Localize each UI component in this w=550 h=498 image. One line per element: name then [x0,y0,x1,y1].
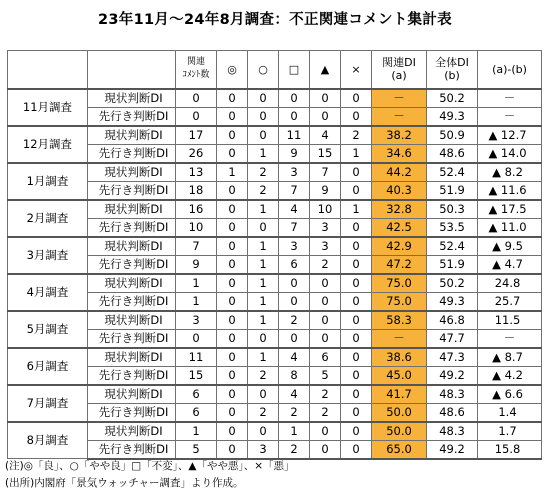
overall-di-cell: 53.5 [427,218,478,237]
rating-count-cell: 0 [248,329,279,348]
rating-count-cell: 0 [341,311,372,330]
comment-count-cell: 5 [176,440,217,459]
related-di-cell: 75.0 [372,292,427,311]
comment-count-cell: 17 [176,126,217,145]
rating-count-cell: 2 [279,311,310,330]
rating-count-cell: 1 [248,348,279,367]
rating-count-cell: 4 [279,348,310,367]
related-di-cell: 34.6 [372,144,427,163]
footnotes [5,458,295,492]
overall-di-cell: 50.2 [427,89,478,108]
di-kind-label: 先行き判断DI [88,366,176,385]
rating-count-cell: 0 [217,422,248,441]
comment-count-cell: 6 [176,403,217,422]
difference-cell: ▲ 11.0 [478,218,542,237]
comment-count-cell: 1 [176,292,217,311]
rating-count-cell: 0 [217,329,248,348]
rating-count-cell: 0 [248,107,279,126]
related-di-cell: 44.2 [372,163,427,182]
overall-di-cell: 50.3 [427,200,478,219]
rating-count-cell: 1 [341,200,372,219]
rating-count-cell: 7 [279,218,310,237]
comment-count-cell: 15 [176,366,217,385]
rating-count-cell: 0 [341,329,372,348]
difference-cell: ▲ 14.0 [478,144,542,163]
di-kind-label: 現状判断DI [88,274,176,293]
header-row [8,51,542,89]
table-row [8,422,542,441]
rating-count-cell: 0 [341,237,372,256]
related-di-cell: 47.2 [372,255,427,274]
rating-count-cell: 2 [310,255,341,274]
rating-count-cell: 1 [248,144,279,163]
rating-count-cell: 9 [310,181,341,200]
di-kind-label: 現状判断DI [88,200,176,219]
rating-count-cell: 0 [217,181,248,200]
rating-count-cell: 1 [248,274,279,293]
table-row [8,274,542,293]
rating-count-cell: 0 [341,348,372,367]
rating-count-cell: 0 [310,422,341,441]
rating-count-cell: 4 [279,200,310,219]
table-row [8,218,542,237]
rating-count-cell: 0 [248,422,279,441]
header-kind-blank [88,51,176,89]
rating-count-cell: 0 [341,218,372,237]
related-di-cell: 65.0 [372,440,427,459]
overall-di-cell: 50.2 [427,274,478,293]
rating-count-cell: 0 [341,255,372,274]
rating-count-cell: 1 [248,255,279,274]
overall-di-cell: 49.2 [427,366,478,385]
table-row [8,348,542,367]
rating-count-cell: 7 [310,163,341,182]
header-diff: (a)-(b) [478,51,542,89]
di-kind-label: 先行き判断DI [88,255,176,274]
difference-cell: ▲ 12.7 [478,126,542,145]
rating-count-cell: 0 [341,422,372,441]
di-kind-label: 現状判断DI [88,126,176,145]
rating-count-cell: 0 [217,385,248,404]
header-double-circle: ◎ [217,51,248,89]
comment-count-cell: 3 [176,311,217,330]
rating-count-cell: 5 [310,366,341,385]
rating-count-cell: 0 [341,181,372,200]
rating-count-cell: 7 [279,181,310,200]
di-kind-label: 現状判断DI [88,348,176,367]
rating-count-cell: 0 [310,107,341,126]
overall-di-cell: 51.9 [427,181,478,200]
related-di-cell: 75.0 [372,274,427,293]
rating-count-cell: 4 [279,385,310,404]
month-label: 11月調査 [8,89,88,126]
comment-count-cell: 18 [176,181,217,200]
month-label: 1月調査 [8,163,88,200]
table-row [8,237,542,256]
rating-count-cell: 2 [248,181,279,200]
rating-count-cell: 0 [217,107,248,126]
overall-di-cell: 47.7 [427,329,478,348]
difference-cell: ▲ 4.7 [478,255,542,274]
comment-summary-table [7,50,542,460]
rating-count-cell: 0 [341,292,372,311]
rating-count-cell: 3 [310,218,341,237]
overall-di-cell: 48.6 [427,403,478,422]
rating-count-cell: 1 [279,422,310,441]
difference-cell: ▲ 6.6 [478,385,542,404]
overall-di-cell: 50.9 [427,126,478,145]
rating-count-cell: 2 [248,163,279,182]
rating-count-cell: 0 [248,89,279,108]
header-cross: × [341,51,372,89]
rating-count-cell: 0 [217,403,248,422]
rating-count-cell: 6 [279,255,310,274]
rating-count-cell: 0 [217,274,248,293]
difference-cell: ▲ 9.5 [478,237,542,256]
related-di-cell: 50.0 [372,403,427,422]
difference-cell: ▲ 8.2 [478,163,542,182]
comment-count-cell: 9 [176,255,217,274]
rating-count-cell: 0 [279,292,310,311]
difference-cell: ▲ 17.5 [478,200,542,219]
month-label: 5月調査 [8,311,88,348]
comment-count-cell: 0 [176,107,217,126]
related-di-cell: 42.9 [372,237,427,256]
di-kind-label: 現状判断DI [88,89,176,108]
rating-count-cell: 0 [341,403,372,422]
rating-count-cell: 0 [341,274,372,293]
table-row [8,329,542,348]
related-di-cell: 38.2 [372,126,427,145]
rating-count-cell: 15 [310,144,341,163]
rating-count-cell: 0 [341,107,372,126]
related-di-cell: 41.7 [372,385,427,404]
comment-count-cell: 13 [176,163,217,182]
di-kind-label: 先行き判断DI [88,218,176,237]
di-kind-label: 先行き判断DI [88,329,176,348]
rating-count-cell: 0 [217,440,248,459]
difference-cell: － [478,329,542,348]
rating-count-cell: 2 [279,403,310,422]
comment-count-cell: 0 [176,329,217,348]
di-kind-label: 現状判断DI [88,385,176,404]
rating-count-cell: 3 [279,237,310,256]
difference-cell: 1.7 [478,422,542,441]
difference-cell: 1.4 [478,403,542,422]
rating-count-cell: 2 [341,126,372,145]
header-triangle: ▲ [310,51,341,89]
overall-di-cell: 49.2 [427,440,478,459]
rating-count-cell: 0 [217,200,248,219]
related-di-cell: 42.5 [372,218,427,237]
rating-count-cell: 0 [341,440,372,459]
month-label: 3月調査 [8,237,88,274]
rating-count-cell: 0 [310,311,341,330]
page-title: 23年11月～24年8月調査：不正関連コメント集計表 [98,12,452,28]
comment-count-cell: 16 [176,200,217,219]
comment-count-cell: 6 [176,385,217,404]
table-row [8,107,542,126]
difference-cell: 11.5 [478,311,542,330]
di-kind-label: 先行き判断DI [88,107,176,126]
table-row [8,144,542,163]
rating-count-cell: 2 [279,440,310,459]
rating-count-cell: 0 [310,274,341,293]
related-di-cell: 50.0 [372,422,427,441]
rating-count-cell: 1 [341,144,372,163]
rating-count-cell: 0 [217,144,248,163]
rating-count-cell: 3 [279,163,310,182]
table-row [8,440,542,459]
di-kind-label: 現状判断DI [88,311,176,330]
header-comments: 関連 ｺﾒﾝﾄ数 [176,51,217,89]
rating-count-cell: 0 [341,163,372,182]
rating-count-cell: 6 [310,348,341,367]
month-label: 4月調査 [8,274,88,311]
overall-di-cell: 48.3 [427,385,478,404]
rating-count-cell: 0 [248,385,279,404]
related-di-cell: － [372,89,427,108]
comment-count-cell: 0 [176,89,217,108]
comment-count-cell: 26 [176,144,217,163]
related-di-cell: 58.3 [372,311,427,330]
difference-cell: ▲ 11.6 [478,181,542,200]
table-row [8,366,542,385]
note-legend: (注)◎「良」、○「やや良」□「不変」、▲「やや悪」、×「悪」 [5,460,295,472]
di-kind-label: 先行き判断DI [88,144,176,163]
rating-count-cell: 4 [310,126,341,145]
table-row [8,126,542,145]
rating-count-cell: 0 [217,218,248,237]
di-kind-label: 現状判断DI [88,163,176,182]
rating-count-cell: 0 [310,329,341,348]
rating-count-cell: 11 [279,126,310,145]
overall-di-cell: 51.9 [427,255,478,274]
rating-count-cell: 3 [248,440,279,459]
overall-di-cell: 52.4 [427,237,478,256]
table-row [8,385,542,404]
rating-count-cell: 1 [248,292,279,311]
di-kind-label: 先行き判断DI [88,292,176,311]
rating-count-cell: 2 [248,366,279,385]
rating-count-cell: 0 [217,255,248,274]
table-row [8,403,542,422]
comment-count-cell: 1 [176,274,217,293]
overall-di-cell: 49.3 [427,292,478,311]
table-row [8,255,542,274]
header-related-di: 関連DI (a) [372,51,427,89]
table-row [8,200,542,219]
difference-cell: ▲ 8.7 [478,348,542,367]
related-di-cell: 45.0 [372,366,427,385]
table-row [8,89,542,108]
rating-count-cell: 1 [248,200,279,219]
rating-count-cell: 0 [217,292,248,311]
rating-count-cell: 0 [217,126,248,145]
rating-count-cell: 0 [279,329,310,348]
rating-count-cell: 0 [279,89,310,108]
di-kind-label: 先行き判断DI [88,181,176,200]
di-kind-label: 現状判断DI [88,237,176,256]
rating-count-cell: 0 [217,366,248,385]
comment-count-cell: 7 [176,237,217,256]
rating-count-cell: 0 [279,274,310,293]
rating-count-cell: 8 [279,366,310,385]
rating-count-cell: 0 [341,385,372,404]
rating-count-cell: 1 [248,311,279,330]
header-square: □ [279,51,310,89]
rating-count-cell: 0 [248,218,279,237]
rating-count-cell: 0 [217,311,248,330]
comment-count-cell: 11 [176,348,217,367]
month-label: 8月調査 [8,422,88,459]
overall-di-cell: 48.3 [427,422,478,441]
difference-cell: 15.8 [478,440,542,459]
rating-count-cell: 0 [217,237,248,256]
overall-di-cell: 46.8 [427,311,478,330]
rating-count-cell: 0 [310,89,341,108]
related-di-cell: 32.8 [372,200,427,219]
comment-count-cell: 10 [176,218,217,237]
month-label: 6月調査 [8,348,88,385]
header-month-blank [8,51,88,89]
di-kind-label: 現状判断DI [88,422,176,441]
overall-di-cell: 52.4 [427,163,478,182]
header-all-di: 全体DI (b) [427,51,478,89]
rating-count-cell: 0 [217,348,248,367]
rating-count-cell: 0 [279,107,310,126]
rating-count-cell: 0 [248,126,279,145]
rating-count-cell: 2 [248,403,279,422]
comment-count-cell: 1 [176,422,217,441]
rating-count-cell: 2 [310,403,341,422]
difference-cell: － [478,107,542,126]
related-di-cell: 40.3 [372,181,427,200]
overall-di-cell: 49.3 [427,107,478,126]
rating-count-cell: 1 [217,163,248,182]
rating-count-cell: 1 [248,237,279,256]
note-source: (出所)内閣府「景気ウォッチャー調査」より作成。 [5,477,244,489]
table-row [8,311,542,330]
difference-cell: 24.8 [478,274,542,293]
rating-count-cell: 0 [310,292,341,311]
overall-di-cell: 48.6 [427,144,478,163]
rating-count-cell: 10 [310,200,341,219]
table-row [8,163,542,182]
month-label: 7月調査 [8,385,88,422]
rating-count-cell: 9 [279,144,310,163]
related-di-cell: － [372,107,427,126]
related-di-cell: 38.6 [372,348,427,367]
header-circle: ○ [248,51,279,89]
di-kind-label: 先行き判断DI [88,403,176,422]
overall-di-cell: 47.3 [427,348,478,367]
rating-count-cell: 0 [341,89,372,108]
difference-cell: － [478,89,542,108]
di-kind-label: 先行き判断DI [88,440,176,459]
difference-cell: ▲ 4.2 [478,366,542,385]
related-di-cell: － [372,329,427,348]
rating-count-cell: 2 [310,385,341,404]
rating-count-cell: 0 [341,366,372,385]
difference-cell: 25.7 [478,292,542,311]
table-row [8,292,542,311]
rating-count-cell: 0 [217,89,248,108]
rating-count-cell: 0 [310,440,341,459]
month-label: 12月調査 [8,126,88,163]
table-row [8,181,542,200]
rating-count-cell: 3 [310,237,341,256]
month-label: 2月調査 [8,200,88,237]
